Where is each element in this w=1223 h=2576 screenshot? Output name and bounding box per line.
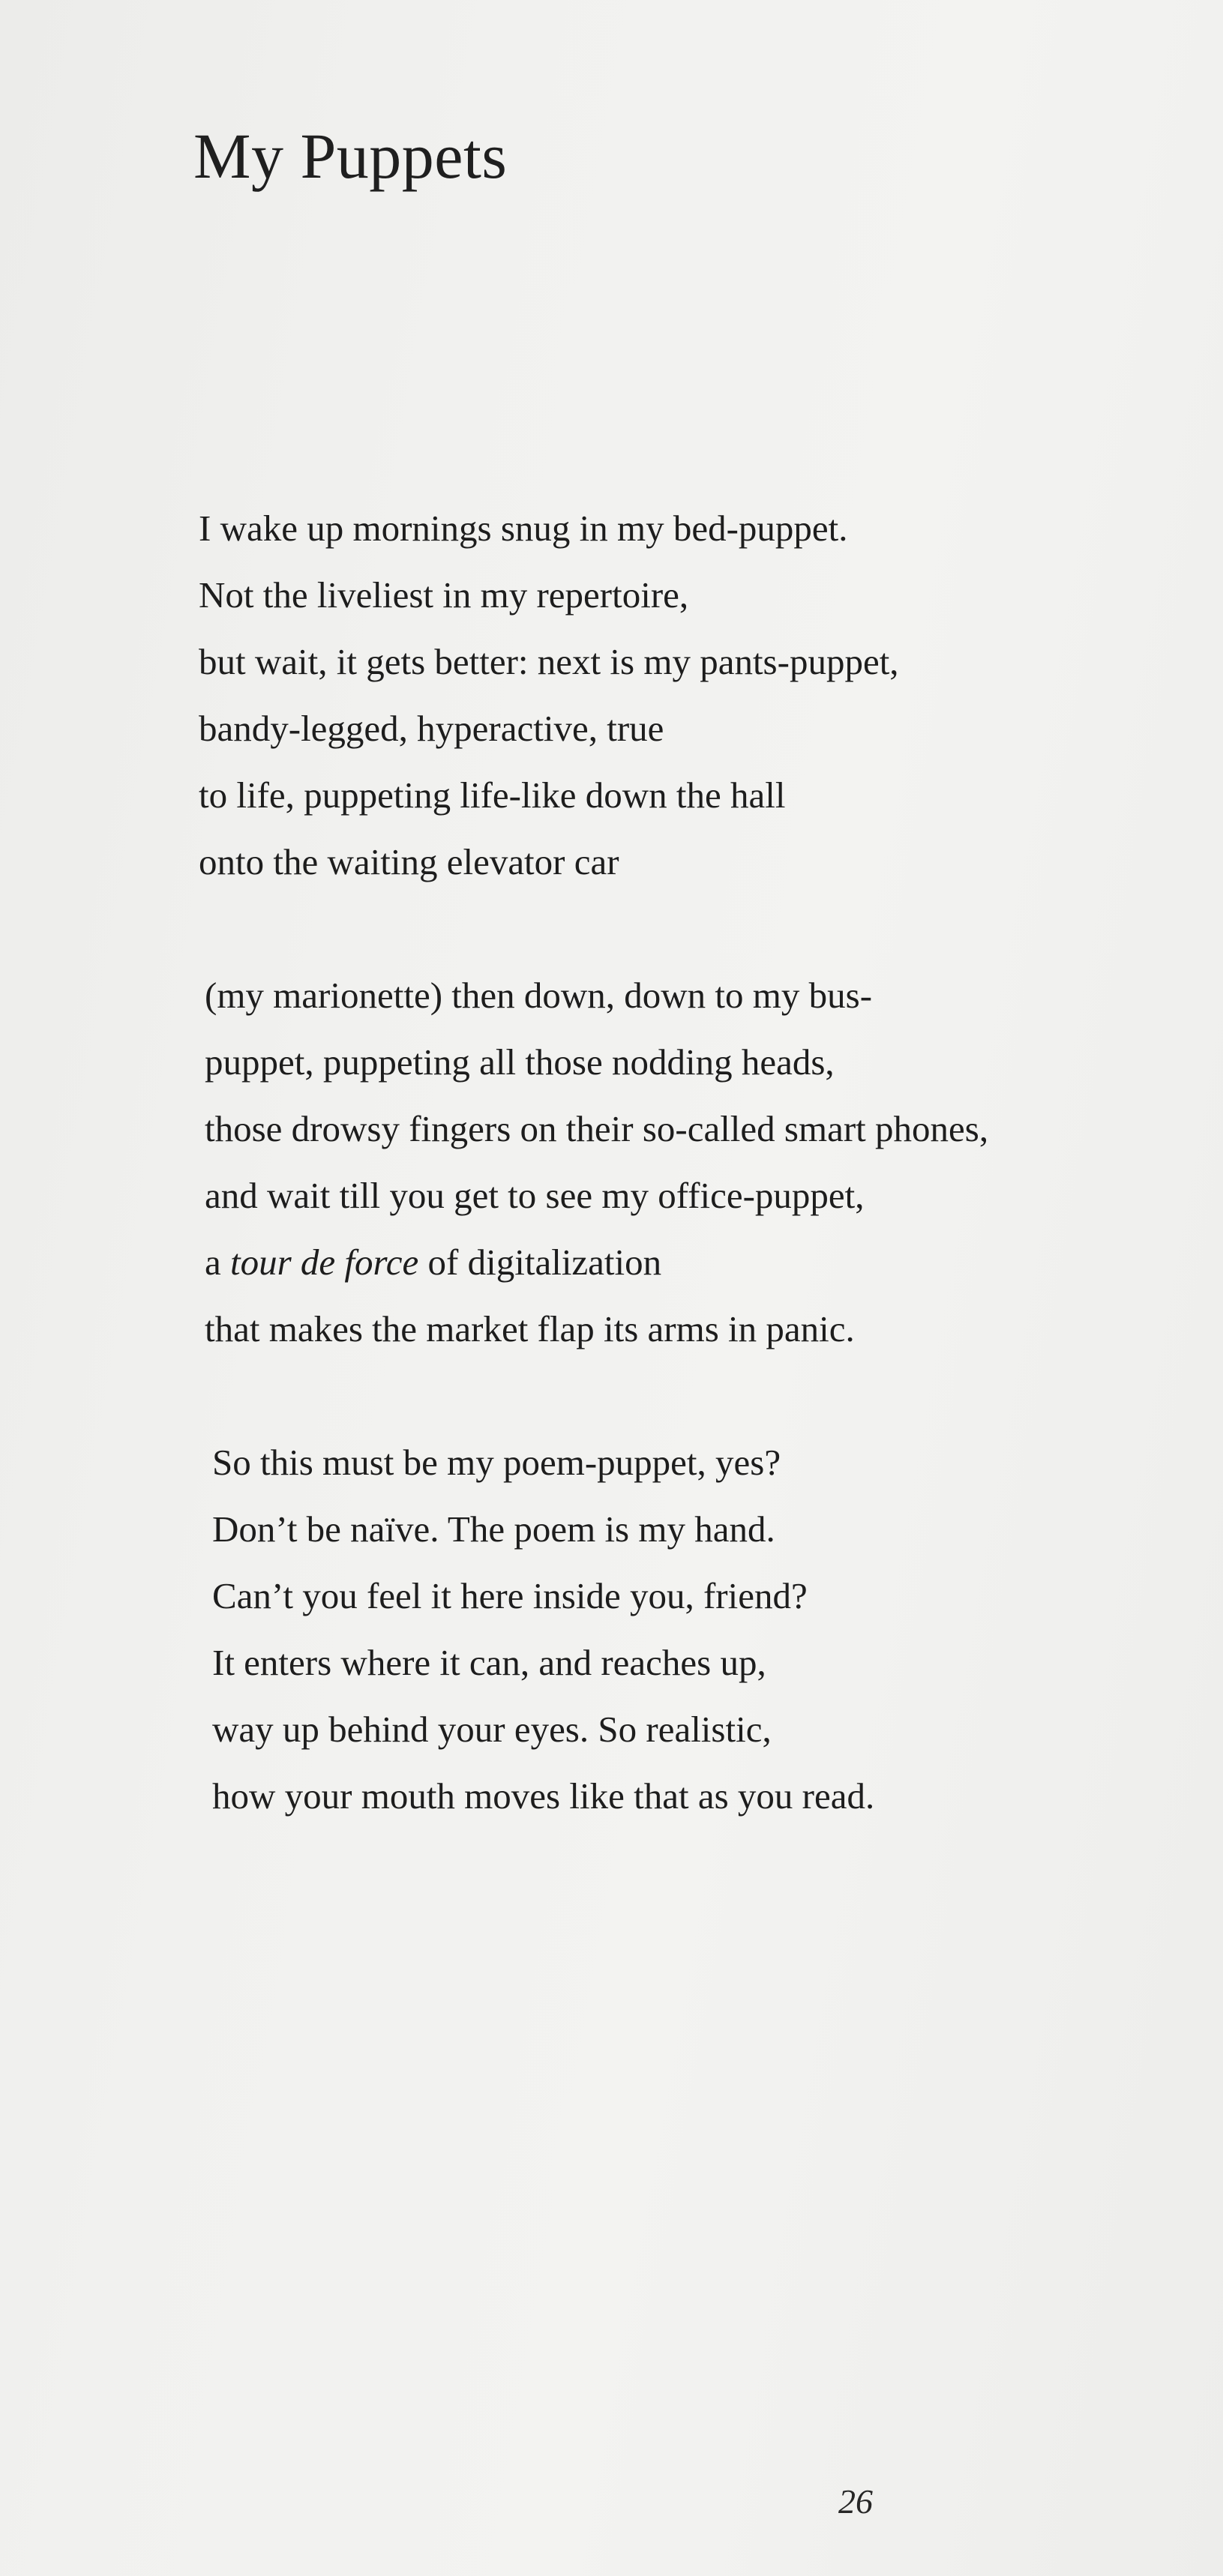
page-number: 26 bbox=[838, 2482, 873, 2521]
poem-line: I wake up mornings snug in my bed-puppet. bbox=[199, 508, 848, 549]
poem-line: Not the liveliest in my repertoire, bbox=[199, 574, 689, 616]
poem-line: (my marionette) then down, down to my bus- bbox=[205, 975, 873, 1016]
line-prefix: a bbox=[205, 1242, 230, 1283]
stanza-2 bbox=[199, 962, 1204, 1362]
poem-line: that makes the market flap its arms in panic. bbox=[205, 1308, 855, 1349]
poem-line: but wait, it gets better: next is my pants-puppet, bbox=[199, 641, 899, 682]
poem-line: those drowsy fingers on their so-called smart phones, bbox=[205, 1108, 989, 1149]
poem-title: My Puppets bbox=[193, 120, 508, 192]
poem-line: Don’t be naïve. The poem is my hand. bbox=[212, 1508, 775, 1550]
poem-line: puppet, puppeting all those nodding heads, bbox=[205, 1041, 835, 1083]
poem-line: how your mouth moves like that as you read. bbox=[212, 1775, 875, 1817]
poem-line: Can’t you feel it here inside you, friend? bbox=[212, 1575, 808, 1616]
poem-line: bandy-legged, hyperactive, true bbox=[199, 708, 664, 749]
poem-line: and wait till you get to see my office-puppet, bbox=[205, 1175, 865, 1216]
poem-line: to life, puppeting life-like down the hall bbox=[199, 774, 786, 816]
line-suffix: of digitalization bbox=[418, 1242, 662, 1283]
italic-phrase: tour de force bbox=[230, 1242, 419, 1283]
stanza-break bbox=[199, 1362, 1204, 1429]
stanza-3 bbox=[199, 1429, 1204, 1829]
poem-body bbox=[199, 495, 1204, 1829]
poem-line: way up behind your eyes. So realistic, bbox=[212, 1709, 772, 1750]
poem-line: So this must be my poem-puppet, yes? bbox=[212, 1442, 781, 1483]
poem-line-with-italic bbox=[199, 1229, 1204, 1295]
poem-line: It enters where it can, and reaches up, bbox=[212, 1642, 766, 1683]
stanza-break bbox=[199, 895, 1204, 962]
stanza-1 bbox=[199, 495, 1204, 895]
poem-line: onto the waiting elevator car bbox=[199, 841, 619, 882]
